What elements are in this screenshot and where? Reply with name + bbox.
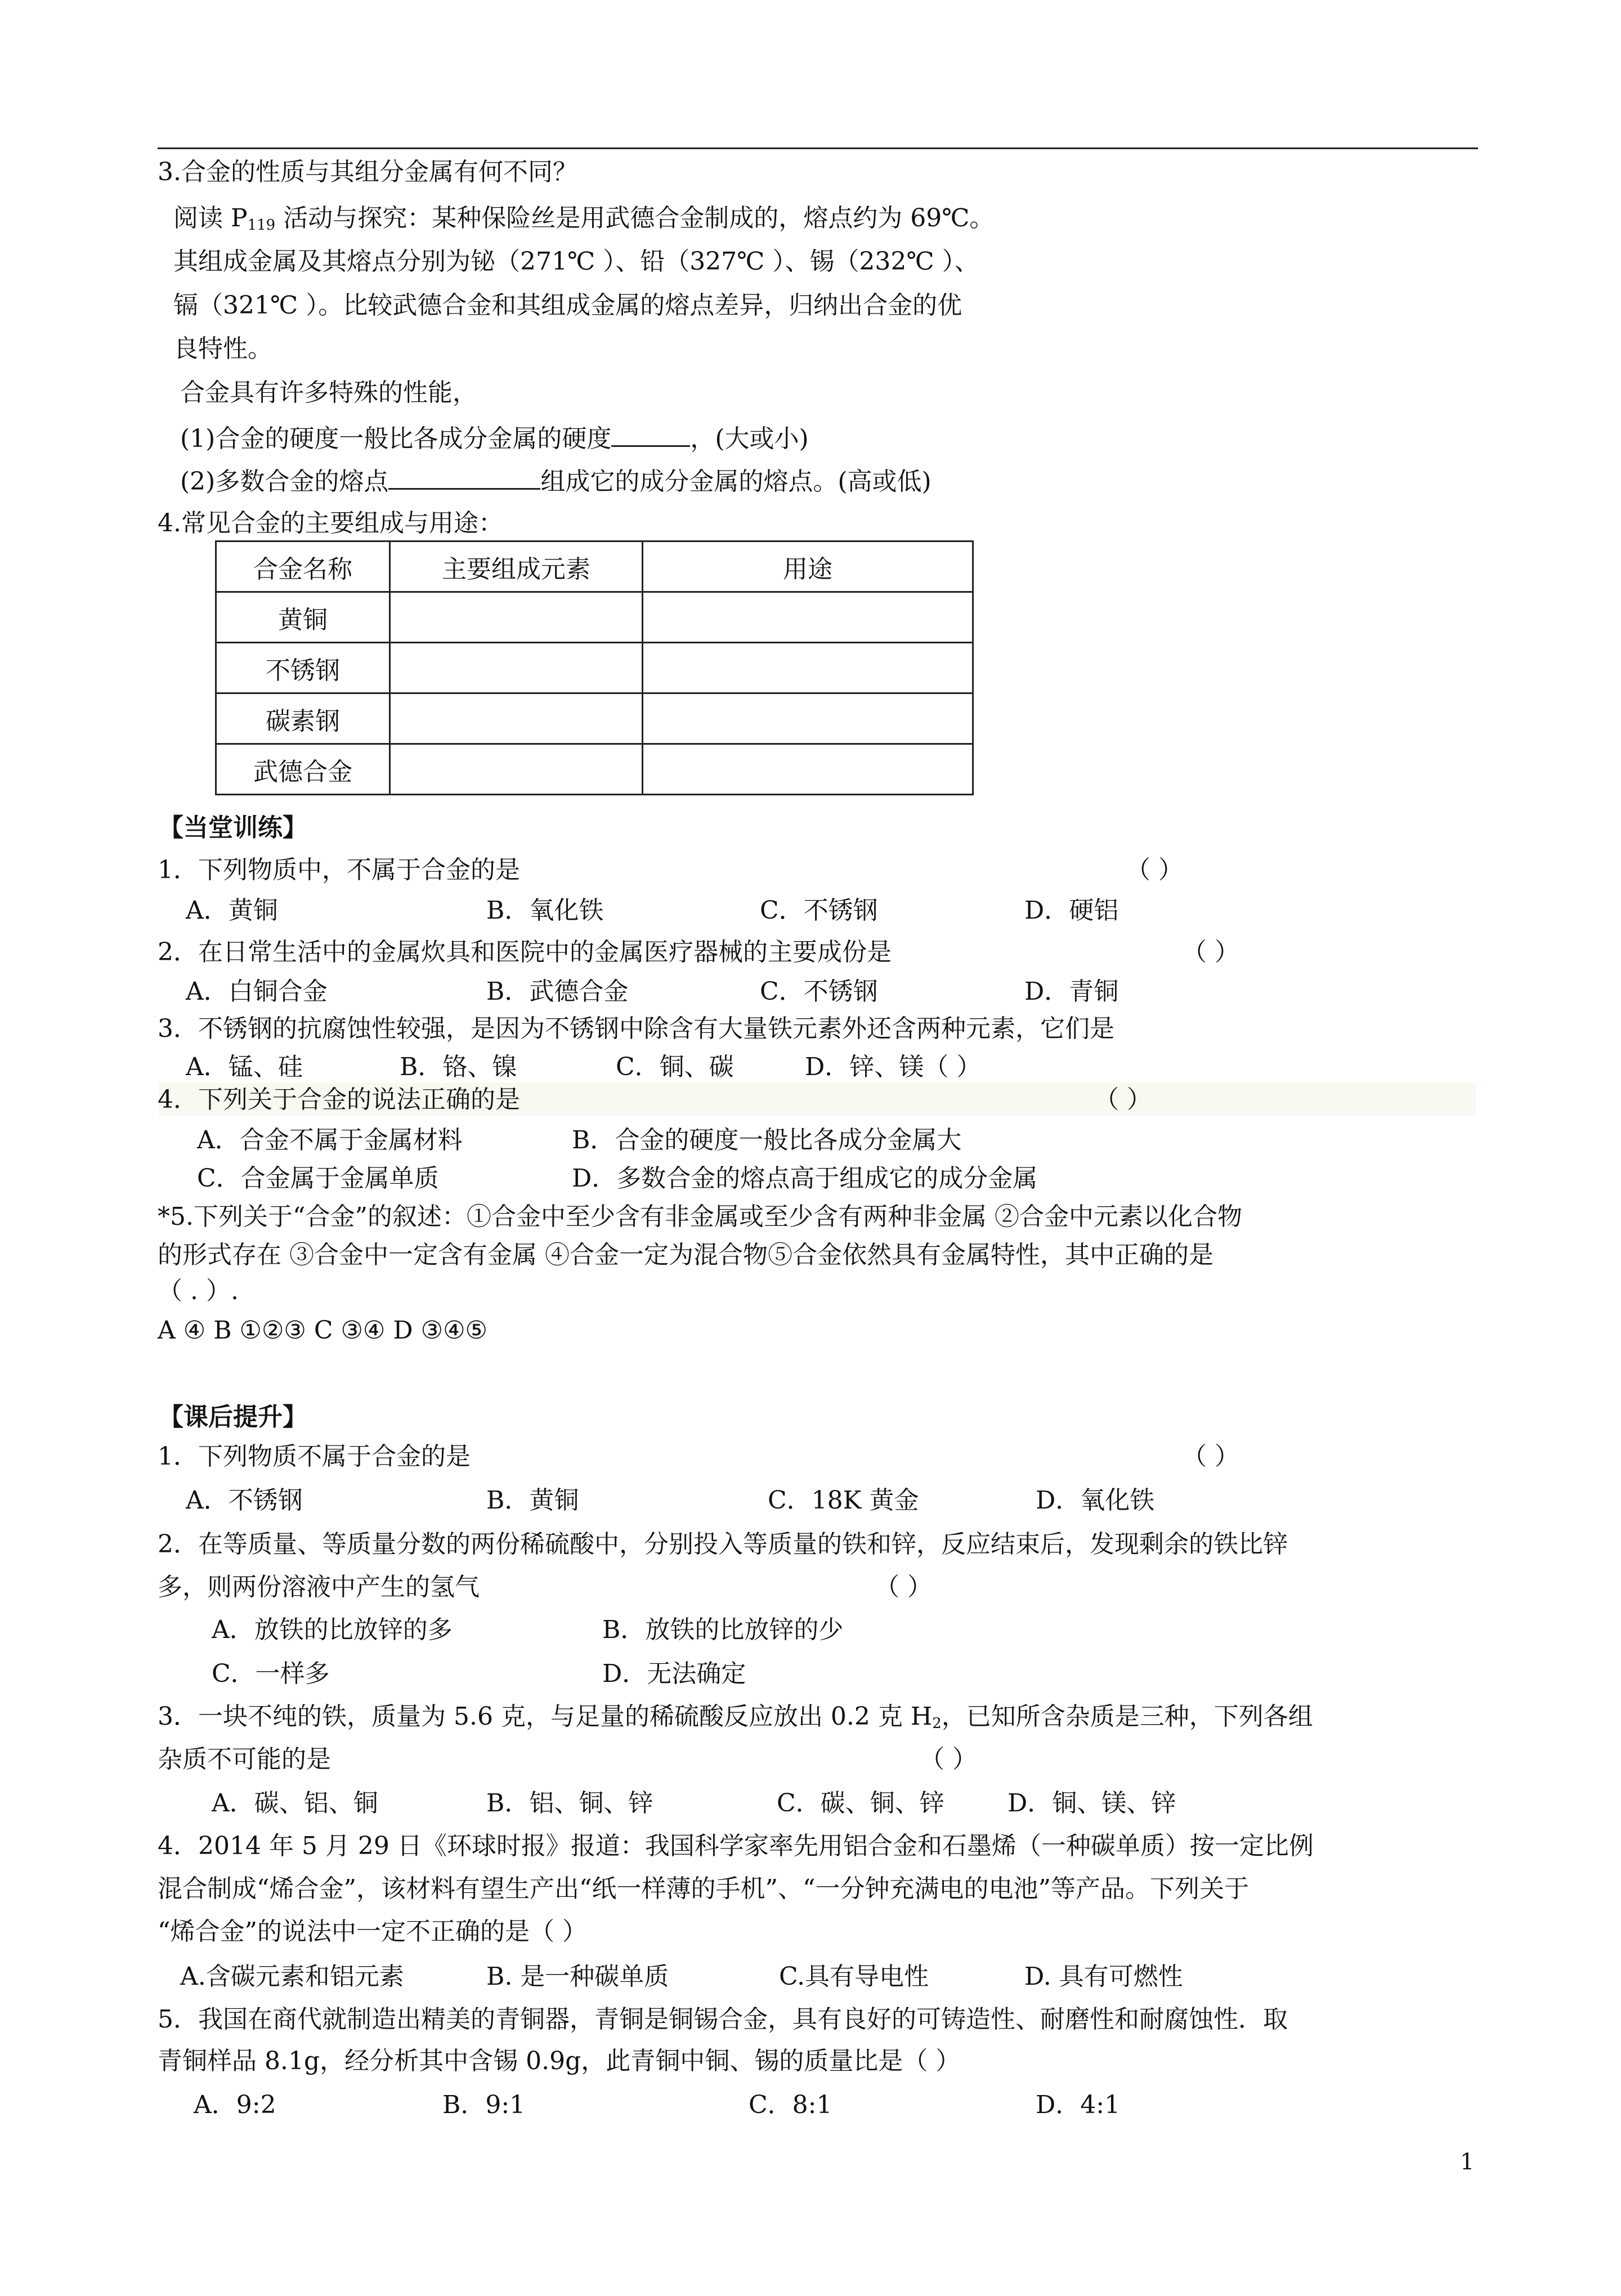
- table-row: [216, 643, 973, 693]
- usage-cell[interactable]: [643, 744, 973, 795]
- after-q3-option[interactable]: B．铝、铜、锌: [486, 1789, 653, 1818]
- section3-line3: 镉（321℃ ）。比较武德合金和其组成金属的熔点差异，归纳出合金的优: [173, 291, 962, 320]
- after-q4-line1: 4．2014 年 5 月 29 日《环球时报》报道：我国科学家率先用铝合金和石墨烯（一种碳单质）按一定比例: [158, 1832, 1314, 1860]
- alloy-name-cell: 武德合金: [216, 744, 390, 795]
- after-q5-line2: 青铜样品 8.1g，经分析其中含锡 0.9g，此青铜中铜、锡的质量比是（ ）: [158, 2047, 961, 2075]
- header-cell: 用途: [643, 541, 973, 592]
- read-prefix: 阅读 P: [173, 204, 248, 232]
- usage-cell[interactable]: [643, 693, 973, 744]
- after-q2-option[interactable]: D．无法确定: [602, 1659, 746, 1688]
- practice-q5-line2: 的形式存在 ③合金中一定含有金属 ④合金一定为混合物⑤合金依然具有金属特性，其中正确的是: [158, 1241, 1213, 1269]
- after-q3-option[interactable]: C．碳、铜、锌: [777, 1789, 944, 1818]
- practice-q2-option[interactable]: D．青铜: [1024, 977, 1119, 1006]
- after-q1-answer-paren[interactable]: （ ）: [1182, 1442, 1239, 1471]
- composition-cell[interactable]: [390, 693, 643, 744]
- table-row: [216, 693, 973, 744]
- section4-title: 4.常见合金的主要组成与用途：: [158, 509, 503, 538]
- alloy-name-cell: 黄铜: [216, 592, 390, 643]
- practice-q2: 2．在日常生活中的金属炊具和医院中的金属医疗器械的主要成份是: [158, 938, 892, 966]
- after-q1: 1．下列物质不属于合金的是: [158, 1442, 471, 1471]
- after-q4-option[interactable]: D. 具有可燃性: [1024, 1962, 1183, 1991]
- section3-line2: 其组成金属及其熔点分别为铋（271℃ ）、铅（327℃ ）、锡（232℃ ）、: [173, 247, 979, 276]
- page-number: 1: [1460, 2149, 1475, 2175]
- after-q5-option[interactable]: B．9:1: [442, 2091, 526, 2119]
- practice-q1-option[interactable]: D．硬铝: [1024, 896, 1119, 925]
- after-q2-option[interactable]: C．一样多: [212, 1659, 330, 1688]
- after-q1-option[interactable]: A．不锈钢: [186, 1486, 303, 1515]
- composition-cell[interactable]: [390, 643, 643, 693]
- item1-prefix: (1)合金的硬度一般比各成分金属的硬度: [180, 424, 612, 453]
- practice-heading: 【当堂训练】: [159, 813, 307, 842]
- header-rule: [158, 147, 1478, 149]
- after-heading: 【课后提升】: [159, 1403, 307, 1431]
- item2-suffix: 组成它的成分金属的熔点。(高或低): [540, 467, 932, 496]
- usage-cell[interactable]: [643, 643, 973, 693]
- table-row: [216, 592, 973, 643]
- after-q3-line2: 杂质不可能的是: [158, 1745, 331, 1774]
- practice-q2-option[interactable]: C．不锈钢: [760, 977, 878, 1006]
- composition-cell[interactable]: [390, 744, 643, 795]
- alloy-table: [215, 540, 974, 795]
- practice-q4-option[interactable]: A．合金不属于金属材料: [197, 1126, 463, 1154]
- q3-line1-suffix: ，已知所含杂质是三种，下列各组: [941, 1702, 1313, 1731]
- practice-q1-option[interactable]: A．黄铜: [186, 896, 278, 925]
- header-cell: 主要组成元素: [390, 541, 643, 592]
- composition-cell[interactable]: [390, 592, 643, 643]
- after-q4-option[interactable]: C.具有导电性: [779, 1962, 929, 1991]
- practice-q4-answer-paren[interactable]: （ ）: [1094, 1085, 1152, 1114]
- after-q5-line1: 5．我国在商代就制造出精美的青铜器，青铜是铜锡合金，具有良好的可铸造性、耐磨性和耐腐蚀性．取: [158, 2005, 1288, 2034]
- page-ref-subscript: 119: [247, 217, 276, 234]
- after-q4-option[interactable]: A.含碳元素和铝元素: [180, 1962, 404, 1991]
- after-q4-option[interactable]: B. 是一种碳单质: [486, 1962, 669, 1991]
- practice-q4-option[interactable]: D．多数合金的熔点高于组成它的成分金属: [572, 1164, 1038, 1193]
- after-q3-line1: [158, 1701, 1313, 1733]
- practice-q4-option[interactable]: B．合金的硬度一般比各成分金属大: [572, 1126, 962, 1154]
- after-q5-option[interactable]: C．8:1: [749, 2091, 832, 2119]
- section3-title: 3.合金的性质与其组分金属有何不同？: [158, 158, 577, 186]
- practice-q1-option[interactable]: B．氧化铁: [486, 896, 604, 925]
- practice-q3-option[interactable]: B．铬、镍: [400, 1053, 517, 1081]
- h2-subscript: 2: [932, 1715, 942, 1732]
- after-q2-option[interactable]: A．放铁的比放锌的多: [212, 1615, 453, 1644]
- practice-q4-option[interactable]: C．合金属于金属单质: [197, 1164, 439, 1193]
- alloy-name-cell: 碳素钢: [216, 693, 390, 744]
- after-q1-option[interactable]: C．18K 黄金: [768, 1486, 919, 1515]
- usage-cell[interactable]: [643, 592, 973, 643]
- after-q3-option[interactable]: D．铜、镁、锌: [1007, 1789, 1176, 1818]
- after-q2-line2: 多，则两份溶液中产生的氢气: [158, 1573, 480, 1601]
- after-q3-answer-paren[interactable]: （ ）: [920, 1745, 977, 1774]
- practice-q3-option[interactable]: D．锌、镁（ ）: [805, 1053, 982, 1081]
- after-q2-line1: 2．在等质量、等质量分数的两份稀硫酸中，分别投入等质量的铁和锌，反应结束后，发现剩余的铁比锌: [158, 1530, 1288, 1559]
- section3-item2: [180, 463, 932, 498]
- section3-line5: 合金具有许多特殊的性能，: [180, 378, 477, 407]
- table-row: [216, 744, 973, 795]
- item1-suffix: ，(大或小): [690, 424, 809, 453]
- item1-blank[interactable]: [611, 420, 690, 447]
- after-q5-option[interactable]: D．4:1: [1036, 2091, 1121, 2119]
- practice-q1: 1．下列物质中，不属于合金的是: [158, 856, 520, 884]
- after-q1-option[interactable]: D．氧化铁: [1036, 1486, 1155, 1515]
- section3-read-line: [173, 203, 994, 234]
- read-suffix: 活动与探究：某种保险丝是用武德合金制成的，熔点约为 69℃。: [275, 204, 995, 232]
- table-header-row: [216, 541, 973, 592]
- after-q1-option[interactable]: B．黄铜: [486, 1486, 579, 1515]
- practice-q5-line1: *5.下列关于“合金”的叙述：①合金中至少含有非金属或至少含有两种非金属 ②合金中元素以化合物: [158, 1202, 1242, 1231]
- after-q2-answer-paren[interactable]: （ ）: [875, 1573, 932, 1601]
- alloy-name-cell: 不锈钢: [216, 643, 390, 693]
- item2-prefix: (2)多数合金的熔点: [180, 467, 389, 496]
- q3-line1-prefix: 3．一块不纯的铁，质量为 5.6 克，与足量的稀硫酸反应放出 0.2 克 H: [158, 1702, 933, 1731]
- header-cell: 合金名称: [216, 541, 390, 592]
- practice-q5-line3: （ . ）.: [158, 1277, 239, 1305]
- practice-q2-option[interactable]: A．白铜合金: [186, 977, 328, 1006]
- section3-line4: 良特性。: [173, 334, 272, 363]
- practice-q3-option[interactable]: C．铜、碳: [616, 1053, 734, 1081]
- practice-q2-answer-paren[interactable]: （ ）: [1182, 938, 1239, 966]
- practice-q3-option[interactable]: A．锰、硅: [186, 1053, 303, 1081]
- after-q5-option[interactable]: A．9:2: [194, 2091, 276, 2119]
- after-q3-option[interactable]: A．碳、铝、铜: [212, 1789, 378, 1818]
- practice-q1-option[interactable]: C．不锈钢: [760, 896, 878, 925]
- practice-q5-options[interactable]: A ④ B ①②③ C ③④ D ③④⑤: [158, 1316, 487, 1345]
- practice-q1-answer-paren[interactable]: （ ）: [1126, 856, 1183, 884]
- practice-q4: 4．下列关于合金的说法正确的是: [158, 1085, 520, 1114]
- after-q2-option[interactable]: B．放铁的比放锌的少: [602, 1615, 844, 1644]
- practice-q2-option[interactable]: B．武德合金: [486, 977, 629, 1006]
- item2-blank[interactable]: [388, 463, 540, 490]
- section3-item1: [180, 420, 809, 455]
- after-q4-line2: 混合制成“烯合金”，该材料有望生产出“纸一样薄的手机”、“一分钟充满电的电池”等产品。下列关于: [158, 1874, 1249, 1903]
- after-q4-line3: “烯合金”的说法中一定不正确的是（ ）: [158, 1917, 587, 1946]
- practice-q3: 3．不锈钢的抗腐蚀性较强，是因为不锈钢中除含有大量铁元素外还含两种元素，它们是: [158, 1014, 1114, 1043]
